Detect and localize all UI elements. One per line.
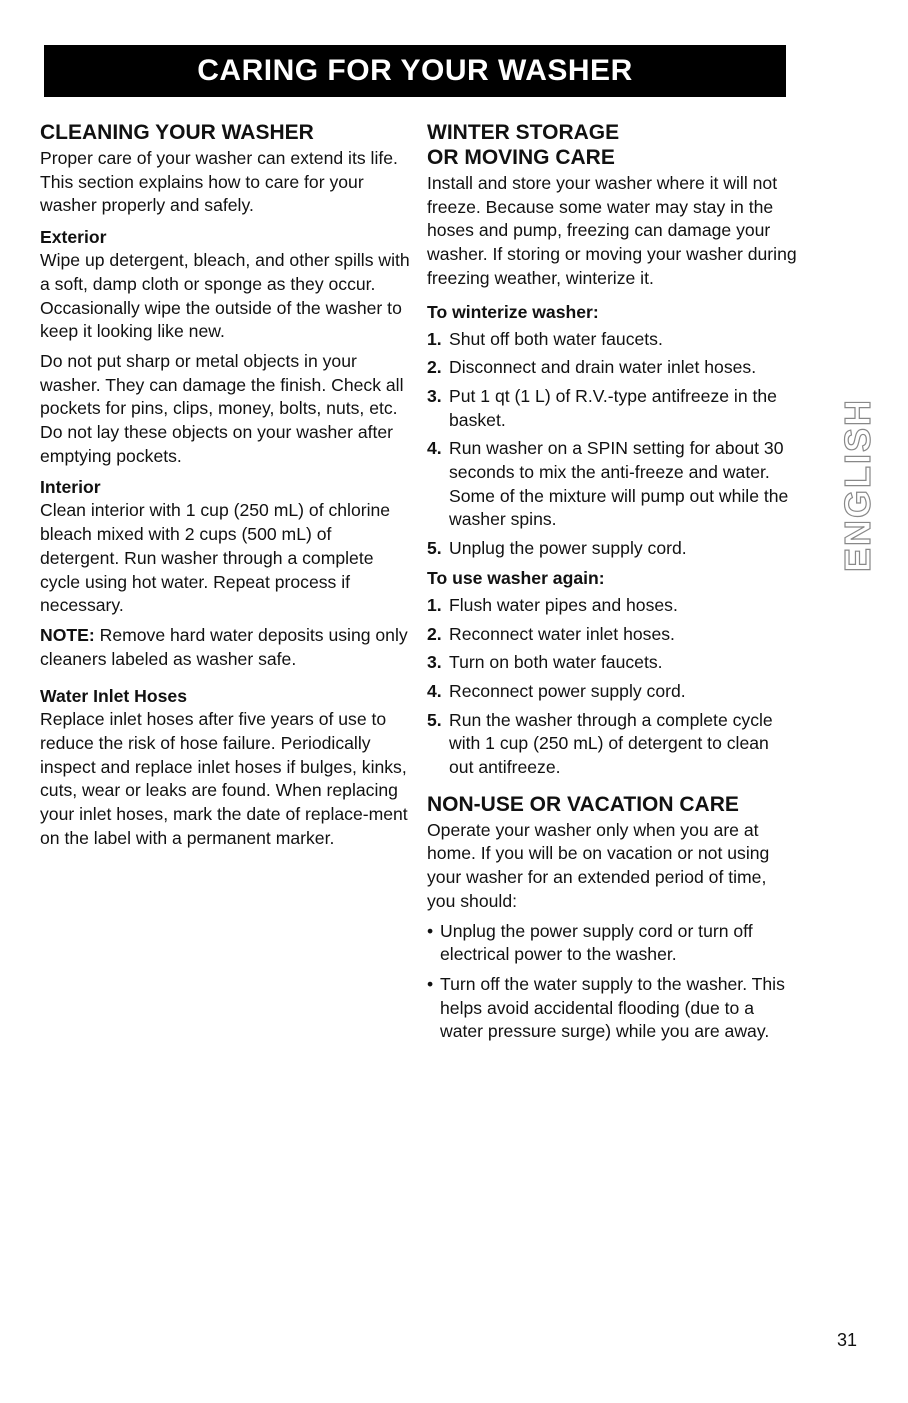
winter-heading-line-1: WINTER STORAGE xyxy=(427,121,620,144)
hoses-paragraph: Replace inlet hoses after five years of use to reduce the risk of hose failure. Periodically inspect and replace inlet hoses if bulges, kinks, cuts, wear or leaks are found. When replacing your inlet hoses, mark the date of replace-ment on the label with a permanent marker. xyxy=(40,709,408,848)
vacation-intro: Operate your washer only when you are at home. If you will be on vacation or not using your washer for an extended period of time, you should: xyxy=(427,819,770,911)
winter-intro: Install and store your washer where it will not freeze. Because some water may stay in the hoses and pump, freezing can damage your washer. If storing or moving your washer during freezing weather, winterize it. xyxy=(427,173,797,288)
list-item: 3. Turn on both water faucets. xyxy=(427,652,663,673)
exterior-paragraph-2: Do not put sharp or metal objects in your washer. They can damage the finish. Check all pockets for pins, clips, money, bolts, nuts, etc. Do not lay these objects on your washer after emptying pockets. xyxy=(40,350,404,466)
right-column xyxy=(427,120,797,1050)
list-item: • Unplug the power supply cord or turn off electrical power to the washer. xyxy=(427,920,797,967)
list-item: 5. Run the washer through a complete cycle with 1 cup (250 mL) of detergent to clean out antifreeze. xyxy=(427,709,773,778)
section-banner: CARING FOR YOUR WASHER xyxy=(44,45,786,97)
vacation-heading: NON-USE OR VACATION CARE xyxy=(427,792,739,816)
vacation-bullets xyxy=(427,920,797,1045)
note-text: Remove hard water deposits using only cleaners labeled as washer safe. xyxy=(40,624,408,669)
winter-heading-line-2: OR MOVING CARE xyxy=(427,146,615,169)
winterize-steps xyxy=(427,328,797,561)
list-item: 4. Run washer on a SPIN setting for about 30 seconds to mix the anti-freeze and water. Some of the mixture will pump out while the washer spins. xyxy=(427,438,789,530)
note-paragraph xyxy=(40,624,410,671)
list-item: • Turn off the water supply to the washer. This helps avoid accidental flooding (due to a water pressure surge) while you are away. xyxy=(427,973,797,1044)
use-again-heading: To use washer again: xyxy=(427,567,605,588)
page-number: 31 xyxy=(837,1330,858,1350)
language-tab-label: ENGLISH xyxy=(837,397,879,573)
interior-heading: Interior xyxy=(40,477,101,498)
winterize-heading: To winterize washer: xyxy=(427,301,599,322)
hoses-heading: Water Inlet Hoses xyxy=(40,686,187,707)
list-item: 1. Shut off both water faucets. xyxy=(427,328,663,349)
cleaning-heading: CLEANING YOUR WASHER xyxy=(40,121,314,144)
list-item: 1. Flush water pipes and hoses. xyxy=(427,594,678,615)
interior-paragraph: Clean interior with 1 cup (250 mL) of chlorine bleach mixed with 2 cups (500 mL) of detergent. Run washer through a complete cycle using hot water. Repeat process if necessary. xyxy=(40,500,391,616)
note-label: NOTE: xyxy=(40,624,95,645)
list-item: 2. Reconnect water inlet hoses. xyxy=(427,623,675,644)
list-item: 3. Put 1 qt (1 L) of R.V.-type antifreeze in the basket. xyxy=(427,385,777,430)
list-item: 5. Unplug the power supply cord. xyxy=(427,538,687,559)
left-column xyxy=(40,120,410,851)
exterior-heading: Exterior xyxy=(40,227,107,248)
exterior-paragraph-1: Wipe up detergent, bleach, and other spills with a soft, damp cloth or sponge as they occur. Occasionally wipe the outside of the washer to keep it looking like new. xyxy=(40,250,410,342)
language-tab xyxy=(837,395,879,575)
list-item: 4. Reconnect power supply cord. xyxy=(427,680,686,701)
cleaning-intro: Proper care of your washer can extend its life. This section explains how to care for your washer properly and safely. xyxy=(40,148,398,216)
use-again-steps xyxy=(427,594,797,780)
list-item: 2. Disconnect and drain water inlet hoses. xyxy=(427,357,757,378)
